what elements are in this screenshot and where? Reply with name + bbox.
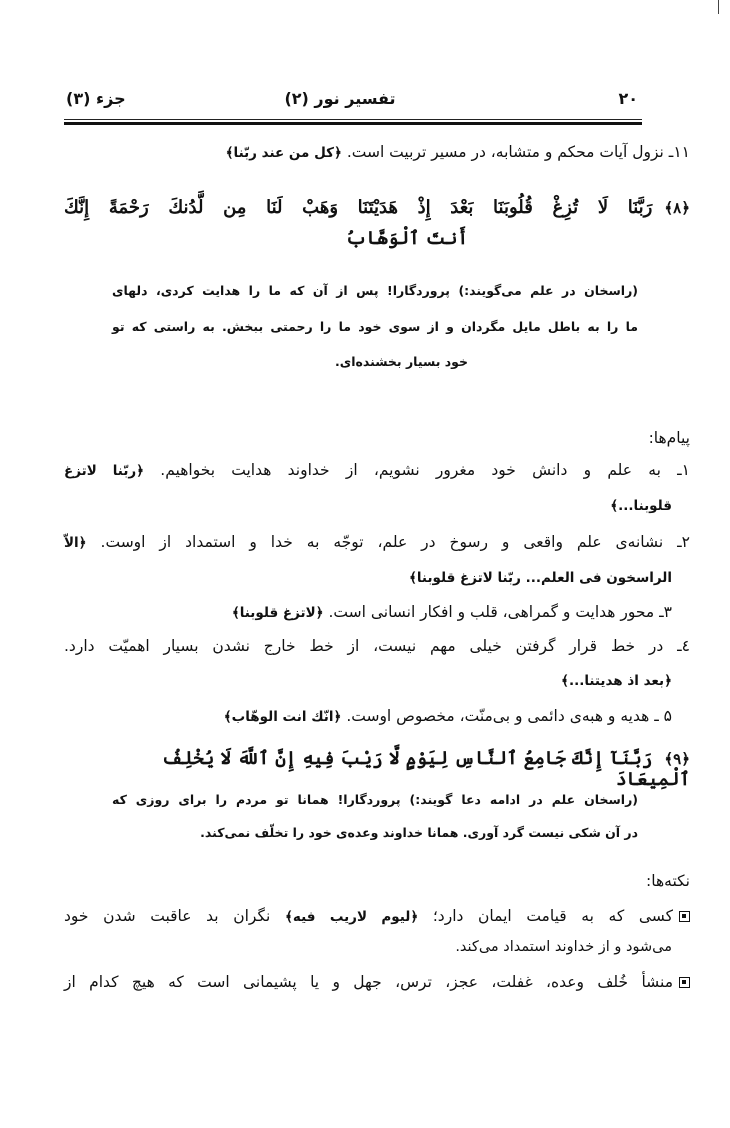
quote: ﴿ربّنا لاتزغ [64, 463, 145, 479]
page-number: ۲۰ [618, 89, 638, 108]
verse-8-translation-3: خود بسیار بخشنده‌ای. [335, 354, 468, 369]
verse-8-line-2: أَنتَ ٱلْوَهَّابُ [345, 228, 468, 249]
note-text: کسی که به قیامت ایمان دارد؛ [418, 907, 673, 925]
verse-8-translation-2: ما را به باطل مایل مگردان و از سوی خود ما را رحمتی ببخش. به راستی که تو [112, 319, 638, 334]
quote: ﴿الاّ [64, 535, 87, 551]
book-title: تفسیر نور (۲) [284, 89, 396, 108]
message-2 [64, 534, 690, 552]
quote: ﴿لاتزغ قلوبنا﴾ [231, 605, 324, 621]
message-text: ۵ ـ هدیه و هبه‌ی دائمی و بی‌منّت، مخصوص اوست. [341, 707, 672, 725]
verse-9-translation-2: در آن شکی نیست گرد آوری. همانا خداوند وعده‌ی خود را تخلّف نمی‌کند. [200, 825, 638, 840]
note-text: منشأ خُلف وعده، غفلت، عجز، ترس، جهل و یا پشیمانی است که هیچ کدام از [64, 973, 673, 991]
verse-8-line-1 [64, 198, 690, 219]
verse-8-translation-1: (راسخان در علم می‌گویند:) پروردگارا! پس از آن که ما را هدایت کردی، دلهای [112, 283, 638, 298]
verse-text: رَبَّنَا لَا تُزِغْ قُلُوبَنَا بَعْدَ إِذْ هَدَيْتَنَا وَهَبْ لَنَا مِن لَّدُنكَ رَحْمَةً إِنَّكَ [64, 197, 653, 218]
message-5 [100, 708, 672, 726]
header-rule-thick [64, 122, 642, 125]
bullet-square-icon [679, 977, 690, 988]
bullet-square-icon [679, 911, 690, 922]
message-text: ۱ـ به علم و دانش خود مغرور نشویم، از خداوند هدایت بخواهیم. [144, 461, 690, 479]
point-11 [100, 144, 690, 162]
message-3 [100, 604, 672, 622]
note-2 [64, 974, 690, 992]
message-1 [64, 462, 690, 480]
message-text: ۳ـ محور هدایت و گمراهی، قلب و افکار انسانی است. [323, 603, 672, 621]
verse-number: ﴿۸﴾ [664, 199, 690, 217]
message-1-cont: قلوبنا...﴾ [610, 498, 672, 514]
verse-9-line-1 [90, 749, 690, 790]
scan-edge-mark [718, 0, 719, 14]
note-1-cont: می‌شود و از خداوند استمداد می‌کند. [455, 939, 672, 955]
notes-heading: نکته‌ها: [646, 872, 690, 890]
message-4: ٤ـ در خط قرار گرفتن خیلی مهم نیست، از خط خارج نشدن بسیار اهمیّت دارد. [64, 637, 690, 655]
verse-text: رَبَّنَآ إِنَّكَ جَامِعُ ٱلنَّاسِ لِيَوْمٍ لَّا رَيْبَ فِيهِ إِنَّ ٱللَّهَ لَا يُخْلِفُ ٱلْمِيعَادَ [161, 748, 690, 790]
verse-9-translation-1: (راسخان علم در ادامه دعا گویند:) پروردگارا! همانا تو مردم را برای روزی که [112, 792, 638, 807]
part-label: جزء (۳) [66, 89, 126, 108]
message-4-cont: ﴿بعد اذ هدیتنا...﴾ [561, 673, 672, 689]
quote: ﴿انّك انت الوهّاب﴾ [223, 709, 342, 725]
message-2-cont: الراسخون فی العلم... ربّنا لاتزغ قلوبنا﴾ [408, 570, 672, 586]
messages-heading: پیام‌ها: [648, 429, 690, 447]
verse-number: ﴿۹﴾ [664, 750, 690, 768]
quote: ﴿کل من عند ربّنا﴾ [225, 145, 342, 161]
message-text: ۲ـ نشانه‌ی علم واقعی و رسوخ در علم، توجّه به خدا و استمداد از اوست. [86, 533, 690, 551]
note-1 [64, 908, 690, 926]
note-text: نگران بد عاقبت شدن خود [64, 907, 285, 925]
header-rule [64, 119, 642, 120]
quote: ﴿لیوم لاریب فیه﴾ [284, 909, 419, 925]
point-text: ۱۱ـ نزول آیات محکم و متشابه، در مسیر تربیت است. [341, 143, 690, 161]
